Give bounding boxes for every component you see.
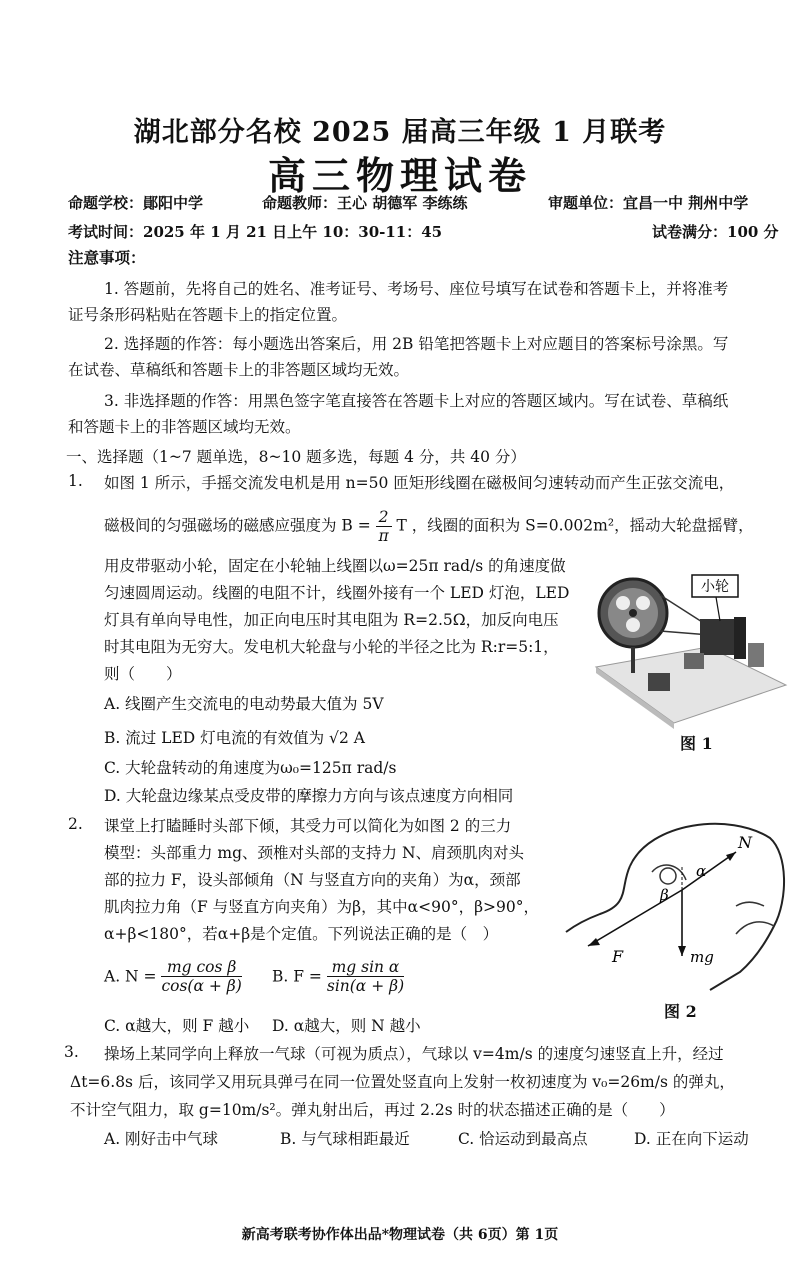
exam-subtitle: 高三物理试卷 [267, 153, 532, 198]
q1-line3: 用皮带驱动小轮，固定在小轮轴上线圈以ω=25π rad/s 的角速度做 [104, 557, 566, 575]
q2-option-b-fraction [327, 958, 404, 995]
notice-heading: 注意事项： [68, 248, 146, 267]
q1-line4: 匀速圆周运动。线圈的电阻不计，线圈外接有一个 LED 灯泡，LED [104, 584, 570, 602]
author-school: 命题学校：鄖阳中学 [68, 194, 204, 212]
q2-option-a-prefix: A. N = [104, 967, 157, 986]
full-score: 试卷满分：100 分 [652, 223, 779, 241]
q1-option-b: B. 流过 LED 灯电流的有效值为 √2 A [104, 729, 365, 747]
notice-item-2b: 在试卷、草稿纸和答题卡上的非答题区域均无效。 [68, 361, 410, 379]
q3-number: 3. [64, 1043, 79, 1061]
q1-number: 1. [68, 472, 83, 490]
notice-item-3a: 3. 非选择题的作答：用黑色签字笔直接答在答题卡上对应的答题区域内。写在试卷、草稿纸 [104, 392, 729, 410]
page-footer: 新高考联考协作体出品*物理试卷（共 6页）第 1页 [241, 1227, 559, 1243]
q2-option-d: D. α越大，则 N 越小 [272, 1017, 421, 1035]
q2-option-a-fraction [161, 958, 241, 995]
review-schools: 审题单位：宜昌一中 荆州中学 [548, 194, 749, 212]
notice-item-1b: 证号条形码粘贴在答题卡上的指定位置。 [68, 306, 348, 324]
q1-option-d: D. 大轮盘边缘某点受皮带的摩擦力方向与该点速度方向相同 [104, 787, 514, 805]
q1-fraction-numerator: 2 [376, 508, 392, 527]
q3-option-a: A. 刚好击中气球 [104, 1130, 219, 1148]
q2-option-a-numerator: mg cos β [161, 958, 241, 977]
q1-line6: 时其电阻为无穷大。发电机大轮盘与小轮的半径之比为 R:r=5:1， [104, 638, 559, 656]
q3-line3: 不计空气阻力，取 g=10m/s²。弹丸射出后，再过 2.2s 时的状态描述正确的是（ ） [70, 1101, 675, 1119]
exam-time: 考试时间：2025 年 1 月 21 日上午 10：30-11：45 [68, 223, 443, 241]
q2-option-c: C. α越大，则 F 越小 [104, 1017, 250, 1035]
figure-2-head-force-diagram [560, 808, 792, 998]
notice-item-3b: 和答题卡上的非答题区域均无效。 [68, 418, 301, 436]
q1-line5: 灯具有单向导电性，加正向电压时其电阻为 R=2.5Ω，加反向电压 [104, 611, 559, 629]
q2-option-a-denominator: cos(α + β) [161, 977, 242, 995]
force-N-label: N [738, 833, 752, 852]
q3-line2: Δt=6.8s 后，该同学又用玩具弹弓在同一位置处竖直向上发射一枚初速度为 v₀=26m/s 的弹丸， [70, 1073, 735, 1091]
q2-line4: 肌肉拉力角（F 与竖直方向夹角）为β，其中α<90°，β>90°， [104, 898, 539, 916]
q2-option-b [272, 958, 404, 995]
force-F-label: F [612, 947, 624, 966]
author-teachers: 命题教师：王心 胡德军 李练练 [262, 194, 468, 212]
angle-alpha-label: α [696, 862, 707, 880]
q2-option-b-numerator: mg sin α [327, 958, 404, 977]
notice-item-2a: 2. 选择题的作答：每小题选出答案后，用 2B 铅笔把答题卡上对应题目的答案标号涂黑。写 [104, 335, 729, 353]
q1-fraction-denominator: π [378, 527, 389, 545]
figure-1-label: 图 1 [680, 734, 713, 753]
force-mg-label: mg [690, 948, 714, 966]
notice-item-1a: 1. 答题前，先将自己的姓名、准考证号、考场号、座位号填写在试卷和答题卡上，并将准考 [104, 280, 729, 298]
q2-line3: 部的拉力 F，设头部倾角（N 与竖直方向的夹角）为α，颈部 [104, 871, 521, 889]
q3-option-b: B. 与气球相距最近 [280, 1130, 410, 1148]
q2-option-b-prefix: B. F = [272, 967, 322, 986]
q2-option-a [104, 958, 242, 995]
exam-title: 湖北部分名校 2025 届高三年级 1 月联考 [133, 117, 667, 148]
q2-line5: α+β<180°，若α+β是个定值。下列说法正确的是（ ） [104, 925, 499, 943]
section-heading: 一、选择题（1~7 题单选，8~10 题多选，每题 4 分，共 40 分） [66, 448, 526, 466]
angle-beta-label: β [660, 886, 669, 904]
q2-line2: 模型：头部重力 mg、颈椎对头部的支持力 N、肩颈肌肉对头 [104, 844, 525, 862]
q3-option-d: D. 正在向下运动 [634, 1130, 749, 1148]
q1-option-a: A. 线圈产生交流电的电动势最大值为 5V [104, 695, 384, 713]
figure-1-generator-photo [588, 555, 788, 730]
q2-number: 2. [68, 815, 83, 833]
q1-line2 [104, 508, 754, 545]
figure-2-label: 图 2 [664, 1002, 697, 1021]
q1-line2-suffix: T ，线圈的面积为 S=0.002m²，摇动大轮盘摇臂， [396, 516, 754, 535]
q1-option-c: C. 大轮盘转动的角速度为ω₀=125π rad/s [104, 759, 397, 777]
q3-option-c: C. 恰运动到最高点 [458, 1130, 588, 1148]
q3-line1: 操场上某同学向上释放一气球（可视为质点），气球以 v=4m/s 的速度匀速竖直上升，经过 [104, 1045, 724, 1063]
q1-line7: 则（ ） [104, 665, 182, 683]
q1-line1: 如图 1 所示，手摇交流发电机是用 n=50 匝矩形线圈在磁极间匀速转动而产生正弦交流电， [104, 474, 735, 492]
q1-line2-prefix: 磁极间的匀强磁场的磁感应强度为 B = [104, 516, 371, 535]
figure-1-small-wheel-tag: 小轮 [701, 579, 729, 595]
q1-fraction [376, 508, 392, 545]
q2-option-b-denominator: sin(α + β) [326, 977, 405, 995]
q2-line1: 课堂上打瞌睡时头部下倾，其受力可以简化为如图 2 的三力 [104, 817, 512, 835]
